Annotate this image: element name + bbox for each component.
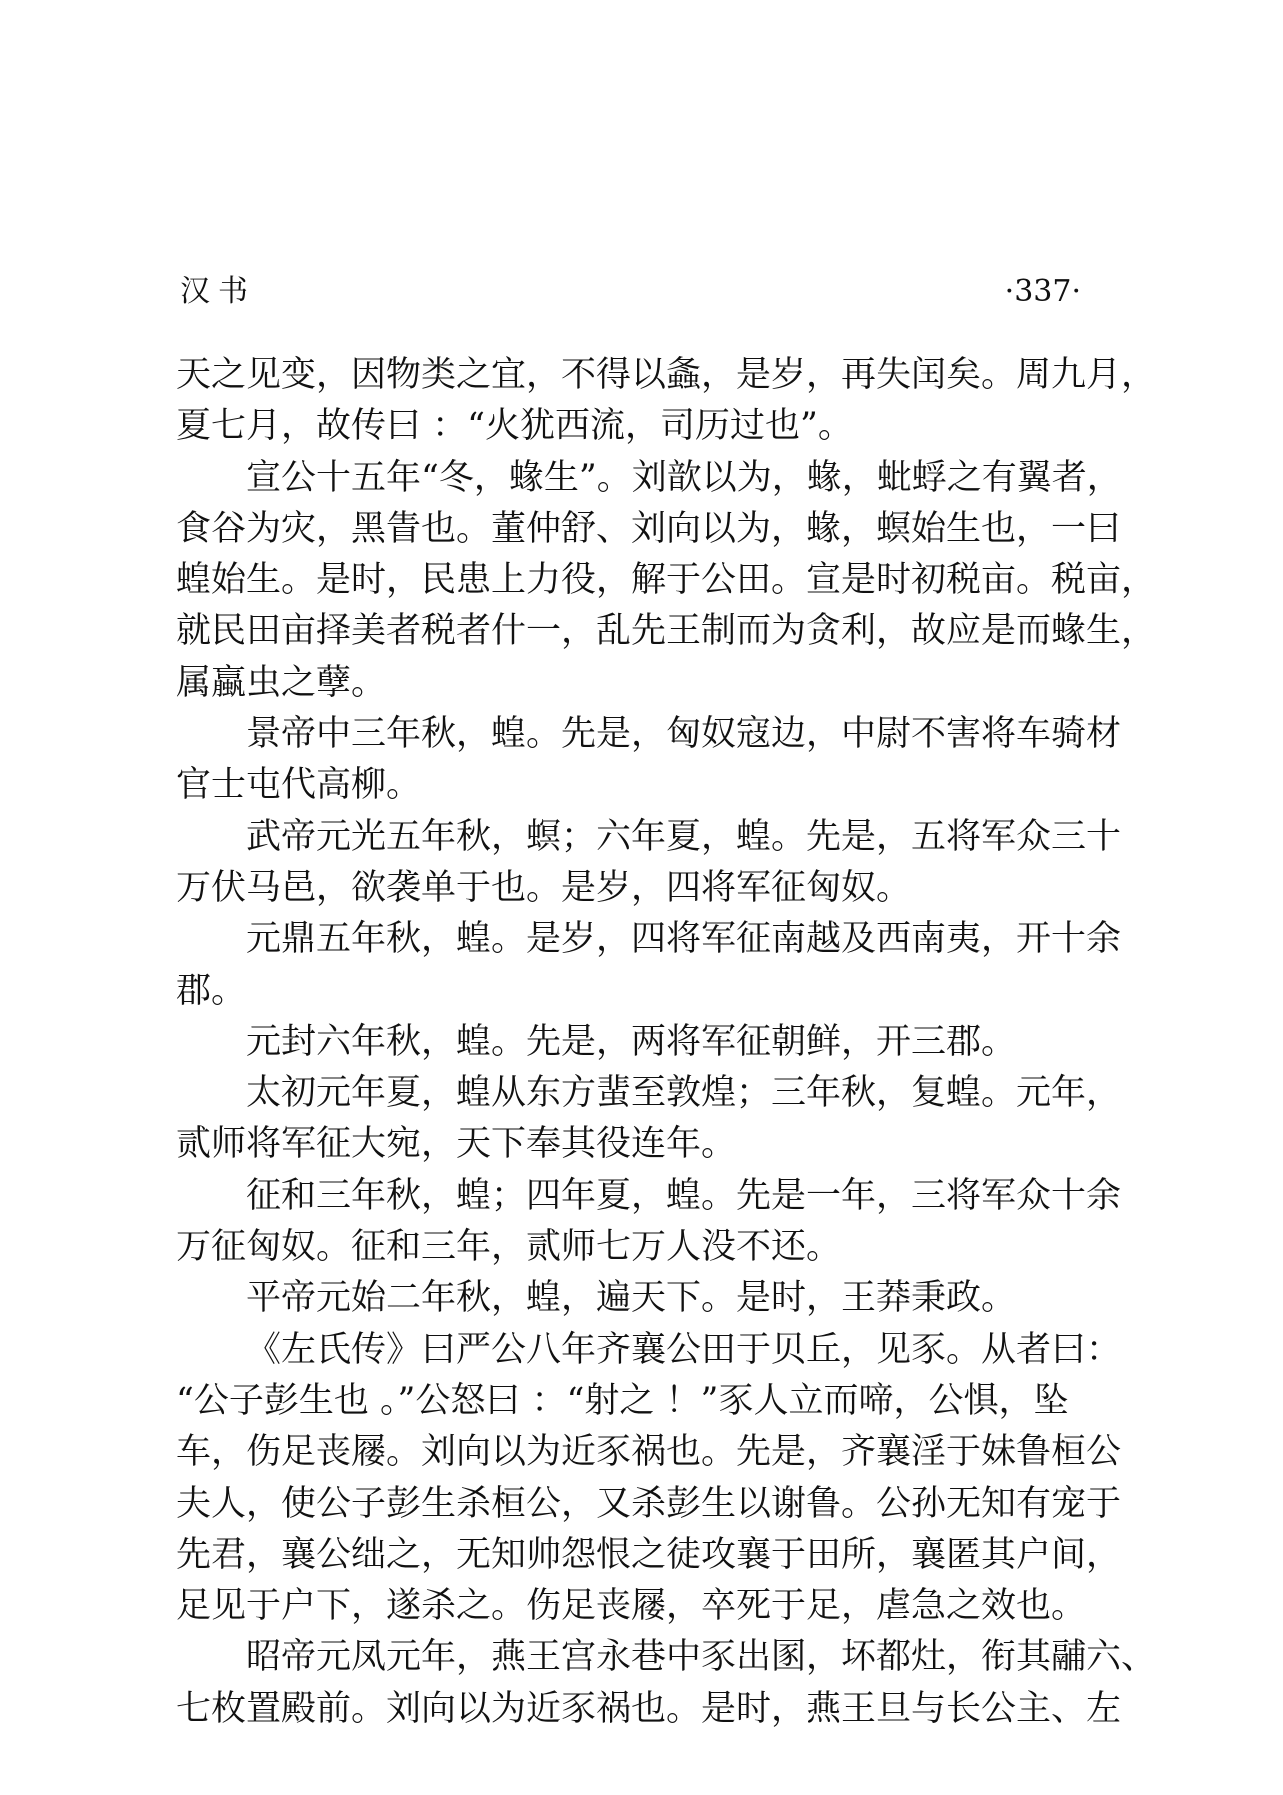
running-header-title: 汉书 <box>180 274 256 309</box>
text-line: “公子彭生也 。”公怒曰 ：“射之 ！”豕人立而啼，公惧，坠 <box>176 1380 1069 1421</box>
text-line: 昭帝元凤元年，燕王宫永巷中豕出圂，坏都灶，衔其鬴六、 <box>246 1637 1157 1678</box>
text-line: 蝗始生。是时，民患上力役，解于公田。宣是时初税亩。税亩， <box>176 560 1157 601</box>
text-line: 宣公十五年“冬，蝝生”。刘歆以为，蝝，蚍蜉之有翼者， <box>246 457 1122 498</box>
text-line: 元封六年秋，蝗。先是，两将军征朝鲜，开三郡。 <box>246 1021 1017 1062</box>
text-line: 征和三年秋，蝗；四年夏，蝗。先是一年，三将军众十余 <box>246 1175 1122 1216</box>
text-line: 官士屯代高柳。 <box>176 765 422 806</box>
text-line: 足见于户下，遂杀之。伤足丧屦，卒死于足，虐急之效也。 <box>176 1586 1087 1627</box>
text-line: 七枚置殿前。刘向以为近豕祸也。是时，燕王旦与长公主、左 <box>176 1688 1122 1729</box>
text-line: 贰师将军征大宛，天下奉其役连年。 <box>176 1124 737 1165</box>
text-line: 景帝中三年秋，蝗。先是，匈奴寇边，中尉不害将车骑材 <box>246 714 1122 755</box>
text-line: 食谷为灾，黑眚也。董仲舒、刘向以为，蝝，螟始生也，一曰 <box>176 508 1122 549</box>
text-line: 夏七月，故传曰 ：“火犹西流，司历过也”。 <box>176 406 853 447</box>
text-line: 元鼎五年秋，蝗。是岁，四将军征南越及西南夷，开十余 <box>246 919 1122 960</box>
text-line: 属蠃虫之孽。 <box>176 662 387 703</box>
text-line: 就民田亩择美者税者什一，乱先王制而为贪利，故应是而蝝生， <box>176 611 1157 652</box>
page-number: ·337· <box>1004 274 1081 309</box>
text-line: 先君，襄公绌之，无知帅怨恨之徒攻襄于田所，襄匿其户间， <box>176 1534 1122 1575</box>
body-text <box>176 350 1157 1735</box>
text-line: 太初元年夏，蝗从东方蜚至敦煌；三年秋，复蝗。元年， <box>246 1073 1122 1114</box>
text-line: 夫人，使公子彭生杀桓公，又杀彭生以谢鲁。公孙无知有宠于 <box>176 1483 1122 1524</box>
text-line: 郡。 <box>176 970 247 1011</box>
text-line: 《左氏传》曰严公八年齐襄公田于贝丘，见豕。从者曰： <box>246 1329 1122 1370</box>
text-line: 天之见变，因物类之宜，不得以螽，是岁，再失闰矣。周九月， <box>176 355 1157 395</box>
text-line: 武帝元光五年秋，螟；六年夏，蝗。先是，五将军众三十 <box>246 816 1122 857</box>
text-line: 万伏马邑，欲袭单于也。是岁，四将军征匈奴。 <box>176 867 912 908</box>
text-line: 平帝元始二年秋，蝗，遍天下。是时，王莽秉政。 <box>246 1278 1017 1319</box>
text-line: 车，伤足丧屦。刘向以为近豕祸也。先是，齐襄淫于妹鲁桓公 <box>176 1432 1122 1473</box>
text-line: 万征匈奴。征和三年，贰师七万人没不还。 <box>176 1227 842 1268</box>
